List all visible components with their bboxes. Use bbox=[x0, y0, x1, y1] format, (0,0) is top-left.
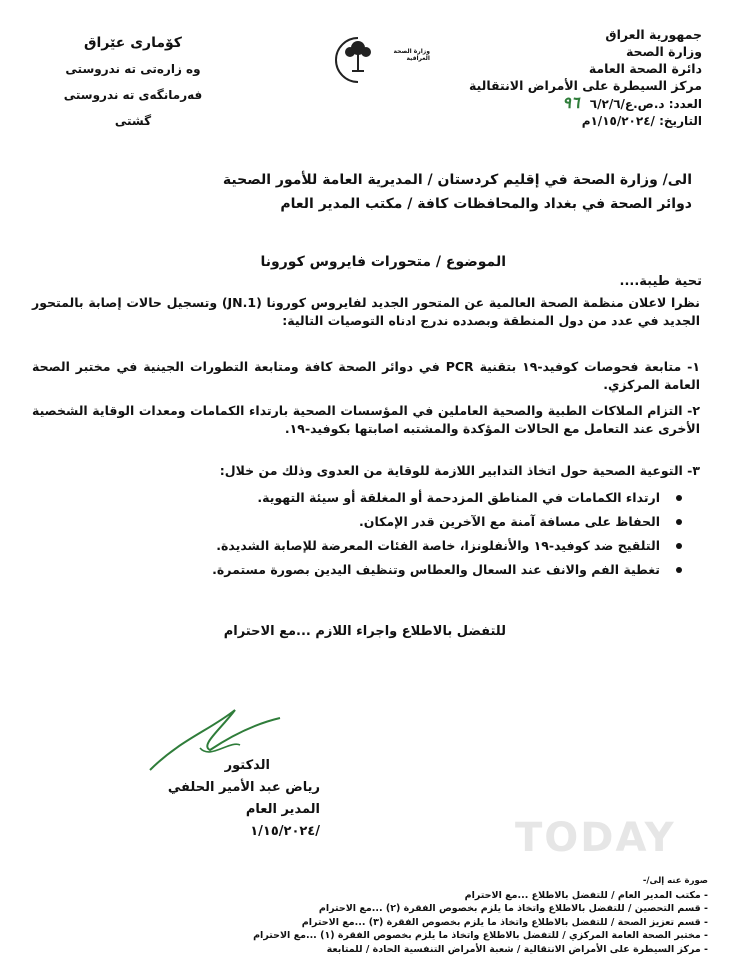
signatory-title: الدكتور bbox=[224, 758, 270, 773]
bullet-icon bbox=[676, 567, 682, 573]
ministry-logo bbox=[328, 30, 428, 90]
kurdish-line-ministry: وه زارەتى ته ندروستى bbox=[65, 62, 201, 76]
list-item: - مكتب المدير العام / للتفضل بالاطلاع ...مع الاحترام bbox=[464, 889, 708, 901]
list-item: تغطية الفم والانف عند السعال والعطاس وتنظيف اليدين بصورة مستمرة. bbox=[42, 558, 682, 582]
letterhead-kurdish bbox=[58, 30, 208, 134]
list-item: - مختبر الصحة العامة المركزي / للتفضل بالاطلاع واتخاذ ما يلزم بخصوص الفقرة (١) ...مع الاحترام bbox=[253, 930, 708, 941]
cc-lead: صورة عنه إلى/- bbox=[642, 876, 708, 886]
bullet-icon bbox=[676, 543, 682, 549]
address-line-2: دوائر الصحة في بغداد والمحافظات كافة / مكتب المدير العام bbox=[280, 196, 692, 212]
list-item: ارتداء الكمامات في المناطق المزدحمة أو المغلقة أو سيئة التهوية. bbox=[42, 486, 682, 510]
signatory-position: المدير العام bbox=[245, 802, 320, 817]
watermark: TODAY bbox=[515, 815, 676, 861]
signature-block bbox=[120, 755, 320, 843]
date-value: /١/١٥/٢٠٢٤م bbox=[581, 114, 655, 128]
address-line-1: الى/ وزارة الصحة في إقليم كردستان / المديرية العامة للأمور الصحية bbox=[222, 172, 692, 188]
list-item: - قسم تعزيز الصحة / للتفضل بالاطلاع واتخاذ ما يلزم بخصوص الفقرة (٣) ...مع الاحترام bbox=[301, 916, 708, 928]
reference-number-row bbox=[452, 94, 702, 113]
kurdish-line-republic: كۆماری عێراق bbox=[84, 35, 182, 51]
letterhead-line-ministry: وزارة الصحة bbox=[625, 44, 702, 59]
recommendation-1: ١- متابعة فحوصات كوفيد-١٩ بتقنية PCR في دوائر الصحة كافة ومتابعة التطورات الجينية في مختبر الصحة العامة المركزي. bbox=[32, 359, 700, 392]
list-item: الحفاظ على مسافة آمنة مع الآخرين قدر الإمكان. bbox=[42, 510, 682, 534]
letterhead-line-directorate: دائرة الصحة العامة bbox=[588, 61, 702, 76]
logo-caption: وزارة الصحة العراقية bbox=[393, 48, 430, 62]
date-label: التاريخ: bbox=[659, 114, 702, 128]
letterhead-line-center: مركز السيطرة على الأمراض الانتقالية bbox=[468, 78, 702, 93]
closing-line: للتفضل بالاطلاع واجراء اللازم ...مع الاحترام bbox=[223, 624, 506, 639]
reference-label: العدد: د.ص.ع/٦/٢/٦ bbox=[589, 97, 702, 111]
greeting: تحية طيبة.... bbox=[619, 274, 702, 289]
list-item: التلقيح ضد كوفيد-١٩ والأنفلونزا، خاصة الفئات المعرضة للإصابة الشديدة. bbox=[42, 534, 682, 558]
list-item: - قسم التحصين / للتفضل بالاطلاع واتخاذ ما يلزم بخصوص الفقرة (٢) ...مع الاحترام bbox=[318, 903, 708, 914]
bullet-icon bbox=[676, 495, 682, 501]
recommendation-2: ٢- التزام الملاكات الطبية والصحية العاملين في المؤسسات الصحية بارتداء الكمامات ومعدات الوقاية الشخصية الأخرى عند التعامل مع الحالات المؤكدة والمشتبه اصابتها بكوفيد-١٩. bbox=[32, 403, 700, 436]
letterhead-line-republic: جمهورية العراق bbox=[605, 27, 702, 42]
list-item: - مركز السيطرة على الأمراض الانتقالية / شعبة الأمراض التنفسية الحادة / للمتابعة bbox=[326, 943, 708, 955]
date-row bbox=[452, 113, 702, 130]
bullet-icon bbox=[676, 519, 682, 525]
signature-date: /١/١٥/٢٠٢٤ bbox=[250, 824, 320, 839]
letterhead-arabic bbox=[452, 26, 702, 130]
awareness-bullet-list bbox=[42, 486, 682, 582]
cc-list bbox=[248, 875, 708, 956]
intro-paragraph: نظرا لاعلان منظمة الصحة العالمية عن المتحور الجديد لفايروس كورونا (JN.1) وتسجيل حالات إصابة بالمتحور الجديد في عدد من دول المنطقة وبصدده ندرج ادناه التوصيات التالية: bbox=[32, 295, 700, 328]
signatory-name: رياض عبد الأمير الحلفي bbox=[167, 780, 320, 795]
subject-line: الموضوع / متحورات فايروس كورونا bbox=[260, 254, 506, 270]
kurdish-line-directorate: فەرمانگەی تە ندروستی گشتی bbox=[63, 88, 203, 128]
recommendation-3: ٣- التوعية الصحية حول اتخاذ التدابير اللازمة للوقاية من العدوى وذلك من خلال: bbox=[219, 463, 700, 478]
reference-handwritten-number: ٩٦ bbox=[562, 93, 580, 112]
